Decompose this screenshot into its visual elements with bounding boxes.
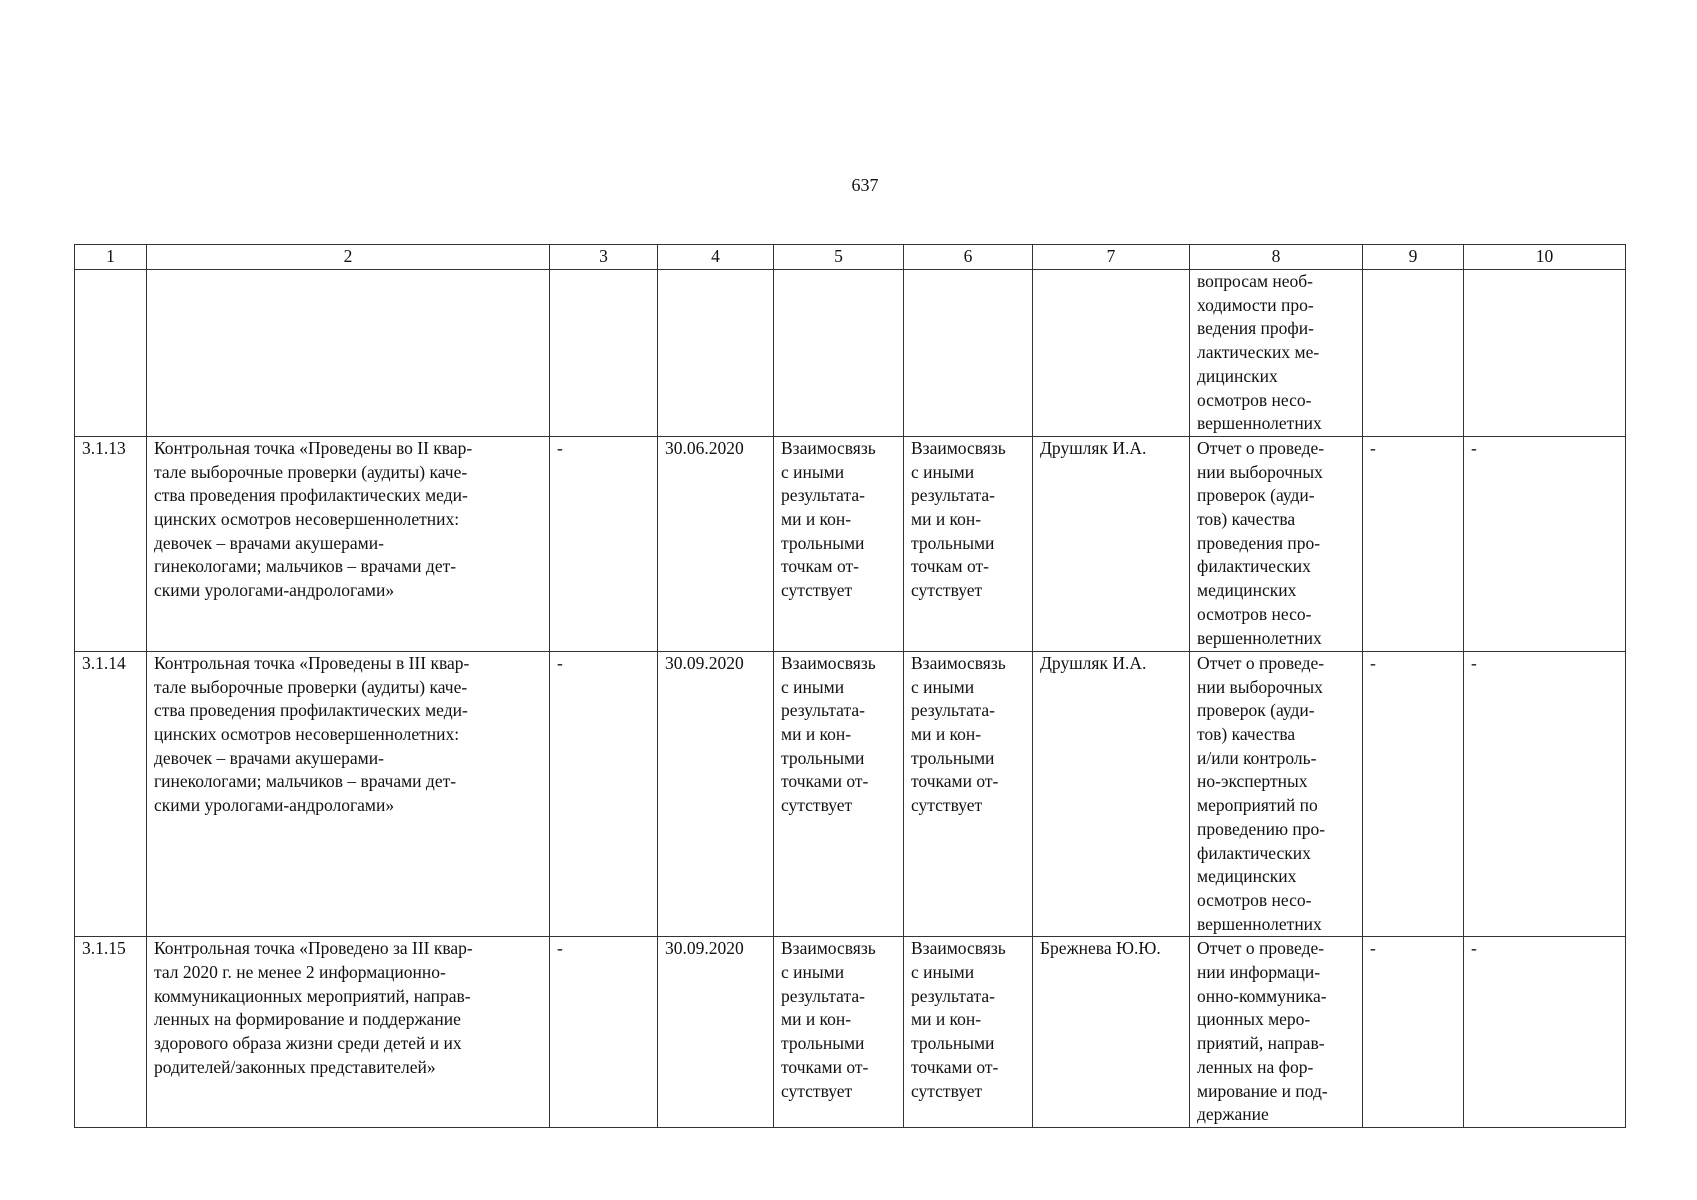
row-number-cell — [75, 270, 147, 437]
result-document-cell: Отчет о проведе- нии информаци- онно-коммуника- ционных меро- приятий, направ- ленных на фор- мирование и под- держание — [1190, 937, 1363, 1128]
column-10-cell: - — [1464, 436, 1626, 651]
end-date-cell: 30.09.2020 — [658, 651, 774, 936]
end-date-cell — [658, 270, 774, 437]
checkpoint-description-cell: Контрольная точка «Проведены в III квар- тале выборочные проверки (аудиты) каче- ства проведения профилактических меди- цинских осмотров несовершеннолетних: девочек – врачами акушерами- гинекологами; мальчиков – врачами дет- скими урологами-андрологами» — [147, 651, 550, 936]
relation-cell: Взаимосвязь с иными результата- ми и кон- трольными точками от- сутствует — [904, 937, 1033, 1128]
responsible-cell — [1033, 270, 1190, 437]
table-row — [75, 651, 1626, 936]
start-date-cell: - — [550, 436, 658, 651]
table-row — [75, 937, 1626, 1128]
column-9-cell: - — [1363, 937, 1464, 1128]
relation-cell: Взаимосвязь с иными результата- ми и кон- трольными точками от- сутствует — [774, 937, 904, 1128]
table-row — [75, 436, 1626, 651]
column-10-cell: - — [1464, 651, 1626, 936]
relation-cell: Взаимосвязь с иными результата- ми и кон- трольными точками от- сутствует — [774, 651, 904, 936]
column-header: 8 — [1190, 245, 1363, 270]
row-number-cell: 3.1.14 — [75, 651, 147, 936]
start-date-cell — [550, 270, 658, 437]
table-row — [75, 270, 1626, 437]
checkpoint-description-cell: Контрольная точка «Проведены во II квар- тале выборочные проверки (аудиты) каче- ства проведения профилактических меди- цинских осмотров несовершеннолетних: девочек – врачами акушерами- гинекологами; мальчиков – врачами дет- скими урологами-андрологами» — [147, 436, 550, 651]
start-date-cell: - — [550, 651, 658, 936]
data-table — [74, 244, 1626, 1128]
column-header: 7 — [1033, 245, 1190, 270]
column-9-cell: - — [1363, 651, 1464, 936]
relation-cell — [774, 270, 904, 437]
checkpoint-description-cell — [147, 270, 550, 437]
column-header: 2 — [147, 245, 550, 270]
responsible-cell: Друшляк И.А. — [1033, 436, 1190, 651]
result-document-cell: Отчет о проведе- нии выборочных проверок (ауди- тов) качества и/или контроль- но-экспертных мероприятий по проведению про- филактических медицинских осмотров несо- вершеннолетних — [1190, 651, 1363, 936]
result-document-cell: вопросам необ- ходимости про- ведения профи- лактических ме- дицинских осмотров несо- вершеннолетних — [1190, 270, 1363, 437]
row-number-cell: 3.1.15 — [75, 937, 147, 1128]
start-date-cell: - — [550, 937, 658, 1128]
column-9-cell — [1363, 270, 1464, 437]
row-number-cell: 3.1.13 — [75, 436, 147, 651]
relation-cell: Взаимосвязь с иными результата- ми и кон- трольными точкам от- сутствует — [904, 436, 1033, 651]
column-9-cell: - — [1363, 436, 1464, 651]
column-header: 10 — [1464, 245, 1626, 270]
relation-cell: Взаимосвязь с иными результата- ми и кон- трольными точками от- сутствует — [904, 651, 1033, 936]
column-header: 1 — [75, 245, 147, 270]
column-header: 4 — [658, 245, 774, 270]
page-number: 637 — [851, 175, 879, 195]
column-header: 3 — [550, 245, 658, 270]
result-document-cell: Отчет о проведе- нии выборочных проверок (ауди- тов) качества проведения про- филактических медицинских осмотров несо- вершеннолетних — [1190, 436, 1363, 651]
relation-cell — [904, 270, 1033, 437]
column-10-cell: - — [1464, 937, 1626, 1128]
column-header: 9 — [1363, 245, 1464, 270]
header-row — [75, 245, 1626, 270]
responsible-cell: Брежнева Ю.Ю. — [1033, 937, 1190, 1128]
end-date-cell: 30.06.2020 — [658, 436, 774, 651]
column-10-cell — [1464, 270, 1626, 437]
responsible-cell: Друшляк И.А. — [1033, 651, 1190, 936]
checkpoint-description-cell: Контрольная точка «Проведено за III квар- тал 2020 г. не менее 2 информационно- коммуникационных мероприятий, направ- ленных на формирование и поддержание здорового образа жизни среди детей и их родителей/законных представителей» — [147, 937, 550, 1128]
end-date-cell: 30.09.2020 — [658, 937, 774, 1128]
column-header: 5 — [774, 245, 904, 270]
relation-cell: Взаимосвязь с иными результата- ми и кон- трольными точкам от- сутствует — [774, 436, 904, 651]
column-header: 6 — [904, 245, 1033, 270]
